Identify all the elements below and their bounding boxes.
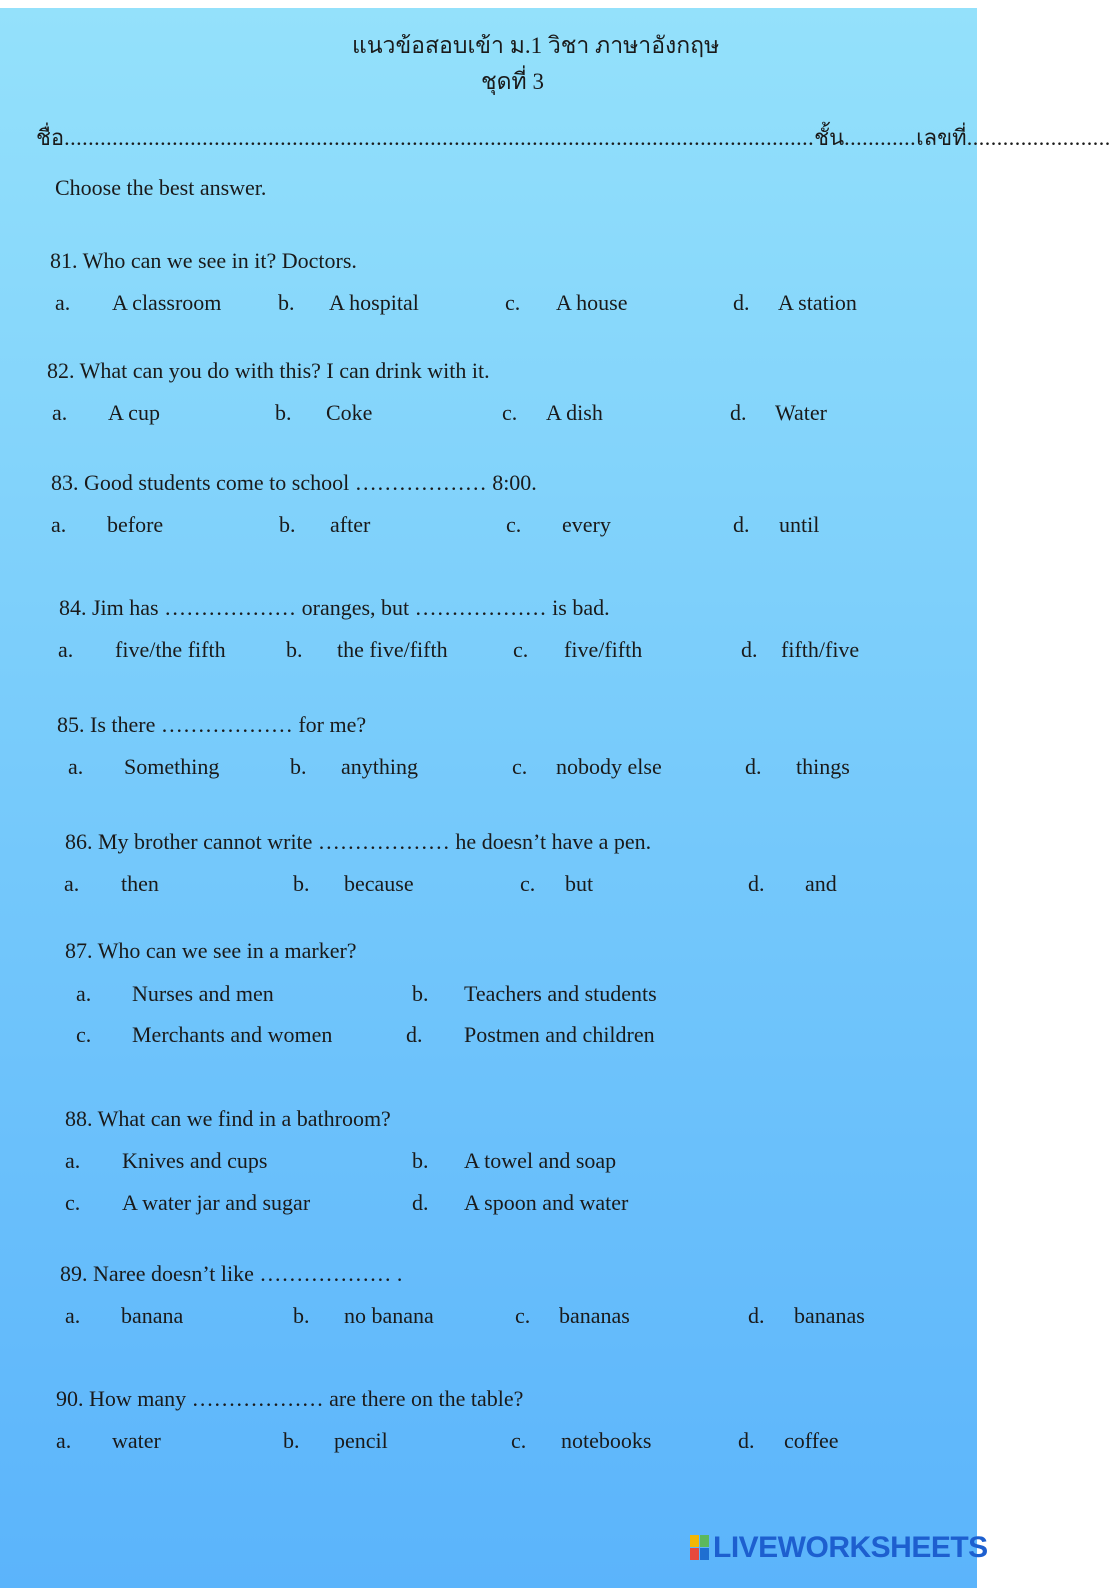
- option-answer[interactable]: Teachers and students: [464, 981, 657, 1006]
- option-answer[interactable]: things: [796, 754, 850, 779]
- question-text: 84. Jim has ……………… oranges, but ……………… is bad.: [59, 595, 610, 620]
- option-letter: b.: [412, 1148, 429, 1173]
- option-answer[interactable]: after: [330, 512, 371, 537]
- option-letter: a.: [76, 981, 92, 1006]
- option-answer[interactable]: A cup: [108, 400, 160, 425]
- option-letter: a.: [64, 871, 80, 896]
- option-letter: a.: [51, 512, 67, 537]
- option-answer[interactable]: A dish: [546, 400, 603, 425]
- option-answer[interactable]: pencil: [334, 1428, 388, 1453]
- question-text: 85. Is there ……………… for me?: [57, 712, 367, 737]
- liveworksheets-logo-text: LIVEWORKSHEETS: [713, 1531, 988, 1564]
- option-letter: b.: [290, 754, 307, 779]
- option-answer[interactable]: but: [565, 871, 594, 896]
- option-letter: a.: [68, 754, 84, 779]
- option-answer[interactable]: five/fifth: [564, 637, 643, 662]
- question-text: 88. What can we find in a bathroom?: [65, 1106, 391, 1131]
- option-letter: c.: [511, 1428, 527, 1453]
- option-letter: b.: [412, 981, 429, 1006]
- option-letter: c.: [76, 1022, 92, 1047]
- liveworksheets-logo-icon: [690, 1535, 710, 1561]
- option-letter: a.: [65, 1303, 81, 1328]
- option-answer[interactable]: bananas: [794, 1303, 865, 1328]
- option-letter: d.: [730, 400, 747, 425]
- option-answer[interactable]: Merchants and women: [132, 1022, 333, 1047]
- option-answer[interactable]: Postmen and children: [464, 1022, 655, 1047]
- option-letter: c.: [506, 512, 522, 537]
- option-answer[interactable]: fifth/five: [781, 637, 860, 662]
- option-letter: b.: [279, 512, 296, 537]
- option-letter: d.: [745, 754, 762, 779]
- number-label: เลขที่: [916, 125, 967, 150]
- option-answer[interactable]: because: [344, 871, 414, 896]
- option-letter: d.: [748, 871, 765, 896]
- question-text: 89. Naree doesn’t like ……………… .: [60, 1261, 403, 1286]
- option-answer[interactable]: notebooks: [561, 1428, 652, 1453]
- option-letter: c.: [502, 400, 518, 425]
- option-answer[interactable]: A classroom: [112, 290, 222, 315]
- option-letter: c.: [512, 754, 528, 779]
- option-answer[interactable]: Water: [775, 400, 827, 425]
- option-letter: d.: [733, 290, 750, 315]
- option-letter: c.: [520, 871, 536, 896]
- option-letter: c.: [505, 290, 521, 315]
- class-label: ชั้น: [814, 125, 845, 150]
- question-text: 81. Who can we see in it? Doctors.: [50, 248, 357, 273]
- option-answer[interactable]: five/the fifth: [115, 637, 226, 662]
- option-answer[interactable]: then: [121, 871, 159, 896]
- liveworksheets-logo[interactable]: [690, 1530, 988, 1566]
- option-answer[interactable]: banana: [121, 1303, 184, 1328]
- option-letter: d.: [748, 1303, 765, 1328]
- question-text: 86. My brother cannot write ……………… he doesn’t have a pen.: [65, 829, 652, 854]
- number-blank[interactable]: ........................: [966, 125, 1111, 150]
- option-answer[interactable]: the five/fifth: [337, 637, 448, 662]
- worksheet-page: [0, 8, 1111, 1588]
- option-answer[interactable]: no banana: [344, 1303, 434, 1328]
- option-answer[interactable]: A station: [778, 290, 857, 315]
- option-answer[interactable]: Coke: [326, 400, 373, 425]
- option-letter: d.: [412, 1190, 429, 1215]
- student-info-line: [36, 120, 1111, 155]
- option-answer[interactable]: and: [805, 871, 837, 896]
- option-answer[interactable]: Knives and cups: [122, 1148, 268, 1173]
- option-answer[interactable]: before: [107, 512, 164, 537]
- question-text: 87. Who can we see in a marker?: [65, 938, 357, 963]
- option-answer[interactable]: A house: [556, 290, 628, 315]
- option-letter: b.: [293, 1303, 310, 1328]
- option-letter: c.: [65, 1190, 81, 1215]
- option-answer[interactable]: A hospital: [329, 290, 419, 315]
- question-text: 83. Good students come to school ……………… 8:00.: [51, 470, 537, 495]
- option-letter: b.: [283, 1428, 300, 1453]
- option-answer[interactable]: water: [112, 1428, 161, 1453]
- option-answer[interactable]: anything: [341, 754, 418, 779]
- option-letter: a.: [58, 637, 74, 662]
- name-blank[interactable]: .............................................................................................................................: [64, 125, 815, 150]
- option-letter: d.: [733, 512, 750, 537]
- question-text: 90. How many ……………… are there on the table?: [56, 1386, 524, 1411]
- question-text: 82. What can you do with this? I can drink with it.: [47, 358, 490, 383]
- option-letter: a.: [55, 290, 71, 315]
- option-letter: d.: [738, 1428, 755, 1453]
- option-answer[interactable]: every: [562, 512, 611, 537]
- class-blank[interactable]: ............: [844, 125, 917, 150]
- option-letter: d.: [741, 637, 758, 662]
- option-answer[interactable]: nobody else: [556, 754, 662, 779]
- page-title: แนวข้อสอบเข้า ม.1 วิชา ภาษาอังกฤษ: [352, 33, 720, 58]
- option-letter: c.: [513, 637, 529, 662]
- option-answer[interactable]: Something: [124, 754, 220, 779]
- option-answer[interactable]: Nurses and men: [132, 981, 274, 1006]
- option-answer[interactable]: A spoon and water: [464, 1190, 629, 1215]
- option-letter: a.: [52, 400, 68, 425]
- option-answer[interactable]: A towel and soap: [464, 1148, 617, 1173]
- option-letter: c.: [515, 1303, 531, 1328]
- option-answer[interactable]: coffee: [784, 1428, 839, 1453]
- set-number: ชุดที่ 3: [481, 69, 544, 94]
- option-letter: b.: [278, 290, 295, 315]
- option-letter: a.: [56, 1428, 72, 1453]
- option-letter: a.: [65, 1148, 81, 1173]
- name-label: ชื่อ: [36, 125, 65, 150]
- option-answer[interactable]: A water jar and sugar: [122, 1190, 311, 1215]
- option-letter: b.: [293, 871, 310, 896]
- option-letter: b.: [275, 400, 292, 425]
- option-letter: d.: [406, 1022, 423, 1047]
- option-answer[interactable]: until: [779, 512, 820, 537]
- option-answer[interactable]: bananas: [559, 1303, 630, 1328]
- option-letter: b.: [286, 637, 303, 662]
- instruction: Choose the best answer.: [55, 175, 267, 200]
